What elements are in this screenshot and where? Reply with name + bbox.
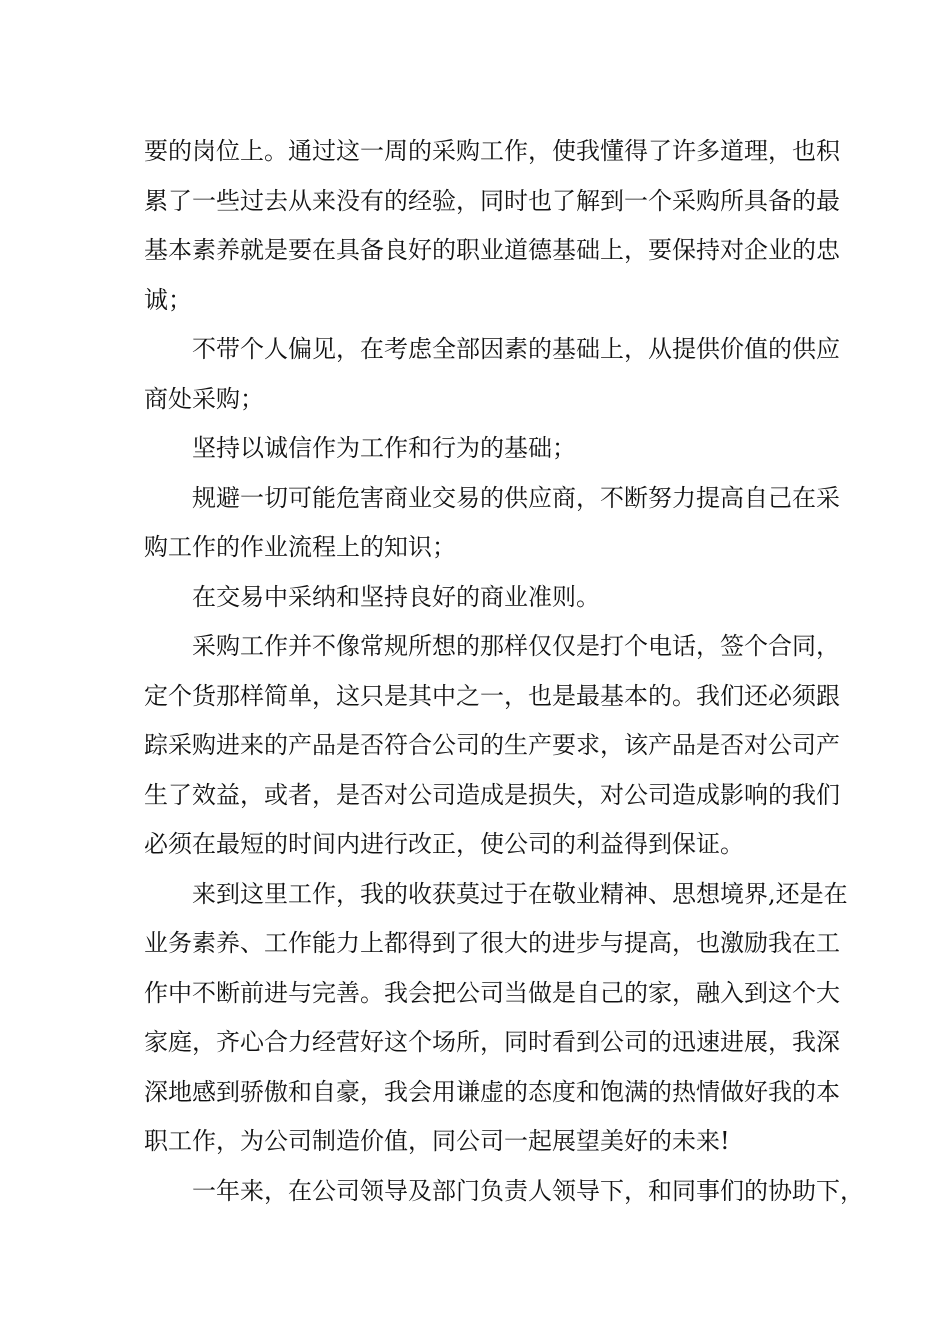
text-line: 商处采购；: [144, 384, 264, 413]
text-line: 不带个人偏见，在考虑全部因素的基础上，从提供价值的供应: [192, 335, 840, 363]
text-line: 生了效益，或者，是否对公司造成是损失，对公司造成影响的我们: [144, 780, 840, 809]
text-line: 职工作，为公司制造价值，同公司一起展望美好的未来!: [144, 1127, 730, 1155]
text-line: 在交易中采纳和坚持良好的商业准则。: [192, 582, 600, 611]
text-line: 业务素养、工作能力上都得到了很大的进步与提高，也激励我在工: [144, 929, 840, 957]
text-line: 坚持以诚信作为工作和行为的基础；: [192, 434, 576, 462]
text-line: 来到这里工作，我的收获莫过于在敬业精神、思想境界,还是在: [192, 879, 848, 908]
text-line: 作中不断前进与完善。我会把公司当做是自己的家，融入到这个大: [144, 978, 840, 1007]
text-line: 一年来，在公司领导及部门负责人领导下，和同事们的协助下，: [192, 1176, 864, 1205]
text-line: 诚；: [144, 285, 192, 314]
text-line: 采购工作并不像常规所想的那样仅仅是打个电话，签个合同，: [192, 632, 840, 660]
text-line: 必须在最短的时间内进行改正，使公司的利益得到保证。: [144, 830, 744, 858]
text-line: 定个货那样简单，这只是其中之一，也是最基本的。我们还必须跟: [144, 681, 840, 710]
document-body: [144, 127, 864, 1216]
text-line: 家庭，齐心合力经营好这个场所，同时看到公司的迅速进展，我深: [144, 1028, 840, 1056]
text-line: 基本素养就是要在具备良好的职业道德基础上，要保持对企业的忠: [144, 236, 840, 264]
text-line: 购工作的作业流程上的知识；: [144, 533, 456, 561]
text-line: 深地感到骄傲和自豪，我会用谦虚的态度和饱满的热情做好我的本: [144, 1077, 840, 1106]
text-line: 要的岗位上。通过这一周的采购工作，使我懂得了许多道理，也积: [144, 137, 840, 165]
text-line: 踪采购进来的产品是否符合公司的生产要求，该产品是否对公司产: [144, 731, 840, 759]
text-line: 规避一切可能危害商业交易的供应商，不断努力提高自己在采: [192, 483, 840, 512]
text-line: 累了一些过去从来没有的经验，同时也了解到一个采购所具备的最: [144, 186, 840, 215]
